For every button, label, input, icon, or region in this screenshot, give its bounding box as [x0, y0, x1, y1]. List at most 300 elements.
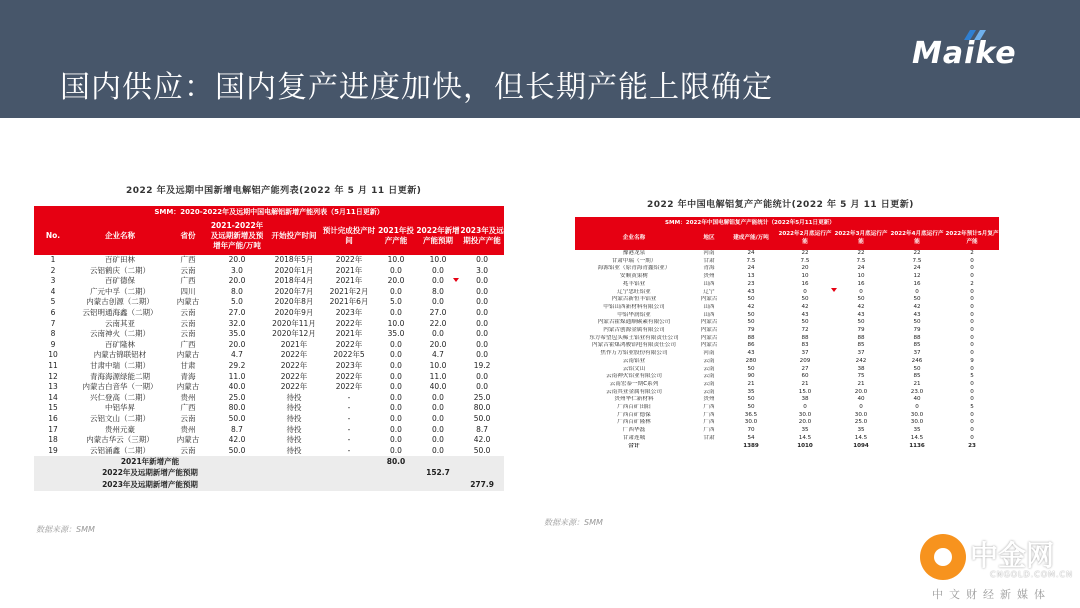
- table-row: [34, 446, 504, 457]
- table-cell: 0.0: [390, 392, 402, 402]
- table-cell: 2: [970, 280, 974, 287]
- table-cell: 0.0: [476, 307, 489, 317]
- table-row: [575, 396, 999, 404]
- table-cell: 辽宁忠旺铝业: [617, 288, 651, 295]
- table-cell: 0: [970, 273, 974, 280]
- table-cell: 2022年: [335, 382, 363, 392]
- table-cell: 0.0: [390, 339, 402, 349]
- table-cell: 29.2: [228, 360, 246, 370]
- total-cell: 合计: [628, 442, 640, 449]
- table-cell: 待投: [286, 392, 302, 402]
- table-cell: 海源铝业（原青海青鑫铝业）: [597, 265, 671, 272]
- table1-footer-row: [34, 479, 504, 491]
- table-cell: 0.0: [432, 392, 444, 402]
- table-cell: 待投: [286, 435, 302, 445]
- table-cell: 广西: [703, 411, 715, 418]
- table-cell: 12: [913, 273, 921, 280]
- table-cell: 甘肃连城: [622, 434, 646, 441]
- table-cell: 10: [857, 273, 865, 280]
- table-cell: 内蒙古: [700, 342, 718, 349]
- table-cell: 3: [50, 276, 56, 286]
- table-cell: 0: [803, 404, 807, 411]
- restart-capacity-table: [575, 217, 999, 450]
- table1-footer-row: [34, 456, 504, 468]
- table-cell: 20.0: [854, 388, 868, 395]
- table-cell: 50: [913, 296, 921, 303]
- table-cell: 内蒙古: [176, 350, 200, 360]
- table2-source: 数据来源：SMM: [544, 518, 603, 527]
- table-row: [34, 266, 504, 277]
- table2-caption: SMM：2022年中国电解铝复产产能统计（2022年5月11日更新）: [575, 217, 999, 226]
- table-cell: [322, 479, 376, 491]
- maike-logo: Maike: [912, 36, 1017, 71]
- table-cell: 云南: [703, 357, 715, 364]
- table-cell: 0: [970, 396, 974, 403]
- watermark-url: CNGOLD.COM.CN: [990, 570, 1074, 579]
- table-cell: 22: [801, 250, 809, 256]
- table-cell: 0: [970, 411, 974, 418]
- table-cell: 广西: [180, 403, 196, 413]
- table-row: [575, 427, 999, 435]
- table-cell: 10: [48, 350, 58, 360]
- table-cell: -: [347, 403, 351, 413]
- table-cell: 246: [911, 357, 923, 364]
- table-cell: 广西: [703, 427, 715, 434]
- table-cell: 11.0: [429, 371, 447, 381]
- table-cell: 42: [857, 303, 865, 310]
- table-cell: 内蒙古: [176, 382, 200, 392]
- table-cell: 20.0: [228, 339, 246, 349]
- table-cell: [460, 468, 504, 480]
- table-row: [575, 435, 999, 443]
- table-row: [34, 319, 504, 330]
- footer-label: 2023年及远期新增产能预期: [34, 479, 266, 491]
- table-cell: 2022年: [335, 371, 363, 381]
- table-cell: 中铝山西新材料有限公司: [603, 303, 665, 310]
- red-marker: [831, 288, 837, 292]
- table2-title: 2022 年中国电解铝复产产能统计(2022 年 5 月 11 日更新): [647, 200, 914, 210]
- table-cell: 内蒙古创源（二期）: [86, 297, 154, 307]
- table-cell: 0.0: [432, 435, 444, 445]
- table-cell: 贵州元豪: [105, 424, 135, 434]
- table-cell: 16: [913, 280, 921, 287]
- table-cell: 25.0: [854, 419, 868, 426]
- table-cell: [460, 456, 504, 468]
- table-row: [34, 329, 504, 340]
- table-cell: 贵州华仁新材料: [614, 396, 654, 403]
- table1-header-cell: 2023年及远期投产产能: [460, 217, 504, 255]
- table-row: [575, 366, 999, 374]
- table-cell: 7: [50, 318, 56, 328]
- table-cell: 云南: [180, 413, 196, 423]
- table-cell: 2020年1月: [274, 265, 314, 275]
- table-row: [575, 358, 999, 366]
- table-cell: 24: [747, 265, 755, 272]
- table-cell: 19: [48, 445, 58, 455]
- table-cell: 40: [857, 396, 865, 403]
- table-cell: 242: [855, 357, 867, 364]
- table-cell: 云南其亚金属有限公司: [606, 388, 662, 395]
- table-cell: [266, 479, 322, 491]
- table-cell: 2022年: [280, 360, 308, 370]
- table-cell: 20.0: [228, 276, 246, 286]
- table-cell: 2021年: [335, 265, 363, 275]
- table-cell: 广西: [180, 339, 196, 349]
- table-cell: -: [347, 435, 351, 445]
- table-cell: 13: [747, 273, 755, 280]
- table-cell: 云南其亚: [105, 318, 135, 328]
- table-row: [34, 287, 504, 298]
- table-cell: 0.0: [476, 371, 489, 381]
- table-cell: 2022年: [335, 318, 363, 328]
- table-cell: 20.0: [798, 419, 812, 426]
- table-cell: 0: [970, 296, 974, 303]
- footer-value: 80.0: [376, 456, 416, 468]
- watermark-name: 中金网: [970, 539, 1055, 572]
- table-cell: 东方希望包头稀土铝业有限责任公司: [589, 334, 679, 341]
- table-cell: 27: [801, 365, 809, 372]
- table-cell: 中铝华润铝业: [617, 311, 651, 318]
- table-cell: 云铝文山（二期）: [90, 413, 150, 423]
- table-cell: 2: [970, 250, 974, 256]
- table-cell: 85: [913, 373, 921, 380]
- table-cell: 88: [747, 334, 755, 341]
- total-cell: 23: [968, 442, 976, 449]
- table-cell: 50: [801, 319, 809, 326]
- table-cell: 43: [913, 311, 921, 318]
- table-cell: 15.0: [798, 388, 812, 395]
- table-cell: 20.0: [228, 255, 246, 264]
- table-cell: 云南铝业: [622, 357, 646, 364]
- table-cell: 贵州: [180, 392, 196, 402]
- table-cell: 0: [970, 265, 974, 272]
- table-cell: 42.0: [473, 435, 491, 445]
- table-cell: 35: [747, 388, 755, 395]
- table1-header-cell: 省份: [168, 217, 208, 255]
- table-cell: 21: [801, 380, 809, 387]
- table-cell: 青海海源绿能二期: [90, 371, 150, 381]
- table2-header-cell: 2022年3月底运行产能: [833, 226, 889, 250]
- table-cell: [416, 479, 460, 491]
- table-cell: 0: [970, 427, 974, 434]
- table-cell: 2018年4月: [274, 276, 314, 286]
- table-cell: 2020年12月: [272, 329, 316, 339]
- table-cell: 5: [50, 297, 56, 307]
- table-cell: 0.0: [432, 276, 444, 286]
- watermark-subtitle: 中文财经新媒体: [932, 588, 1051, 601]
- table-cell: 青海: [180, 371, 196, 381]
- table-cell: 贵州: [703, 396, 715, 403]
- table-cell: 50.0: [228, 445, 246, 455]
- table-cell: 甘肃: [180, 360, 196, 370]
- table-row: [34, 297, 504, 308]
- table-cell: 0.0: [476, 255, 489, 264]
- table-cell: 0: [970, 350, 974, 357]
- table-cell: 内蒙古: [700, 319, 718, 326]
- table-cell: 79: [913, 327, 921, 334]
- table-cell: 甘肃: [703, 434, 715, 441]
- table-cell: 37: [857, 350, 865, 357]
- table-cell: 50: [913, 319, 921, 326]
- table-cell: 待投: [286, 403, 302, 413]
- table-cell: 43: [857, 311, 865, 318]
- table1-source: 数据来源：SMM: [36, 525, 95, 534]
- table-cell: 0.0: [390, 265, 402, 275]
- table-cell: 35.0: [228, 329, 246, 339]
- table-cell: [322, 468, 376, 480]
- table-cell: 88: [801, 334, 809, 341]
- table-cell: 河南: [703, 250, 715, 256]
- table-cell: 16: [48, 413, 58, 423]
- table-row: [575, 250, 999, 258]
- table-cell: 7.5: [856, 257, 866, 264]
- table-cell: 0.0: [390, 403, 402, 413]
- table-cell: 38: [857, 365, 865, 372]
- table-cell: 广西百矿隆林: [617, 419, 651, 426]
- table-cell: 0: [915, 288, 919, 295]
- table-row: [575, 327, 999, 335]
- table-cell: 0.0: [390, 413, 402, 423]
- table-cell: 0: [970, 257, 974, 264]
- table-cell: 42: [801, 303, 809, 310]
- table-cell: 0.0: [432, 329, 444, 339]
- table-row: [34, 372, 504, 383]
- table-cell: 37: [801, 350, 809, 357]
- table-cell: 86: [747, 342, 755, 349]
- table-cell: 0.0: [432, 445, 444, 455]
- table-cell: 0.0: [476, 382, 489, 392]
- table-cell: 54: [747, 434, 755, 441]
- table-cell: 50: [747, 319, 755, 326]
- table-cell: 22.0: [429, 318, 447, 328]
- table-cell: 0.0: [476, 297, 489, 307]
- table-cell: 2021年: [335, 329, 363, 339]
- table-cell: 兴仁登高（二期）: [90, 392, 150, 402]
- table-cell: 209: [799, 357, 811, 364]
- table-cell: 广西: [180, 276, 196, 286]
- table-cell: 云南: [180, 329, 196, 339]
- table-cell: 40: [913, 396, 921, 403]
- table-cell: 3.0: [231, 265, 243, 275]
- table-cell: 36.5: [744, 411, 758, 418]
- table-cell: 79: [857, 327, 865, 334]
- table-cell: 24: [857, 265, 865, 272]
- total-cell: [693, 443, 725, 451]
- table2-header-cell: 地区: [693, 226, 725, 250]
- table-cell: 23: [747, 280, 755, 287]
- table-cell: 20.0: [387, 276, 405, 286]
- table2-header-cell: 企业名称: [575, 226, 693, 250]
- table-cell: 7.5: [912, 257, 922, 264]
- table1-header-cell: 2021年投产产能: [376, 217, 416, 255]
- table-cell: 9: [50, 339, 56, 349]
- table-cell: 内蒙古白音华（一期）: [82, 382, 158, 392]
- table-cell: 山西: [703, 280, 715, 287]
- table-cell: 0.0: [390, 360, 402, 370]
- table-cell: 24: [747, 250, 755, 256]
- table-cell: 11: [48, 360, 58, 370]
- table-cell: 0: [970, 365, 974, 372]
- table-cell: 5: [970, 404, 974, 411]
- table-cell: 豫港龙泉: [622, 250, 646, 256]
- table-cell: 0.0: [476, 318, 489, 328]
- table-cell: 4: [50, 286, 56, 296]
- table-cell: 20.0: [429, 339, 447, 349]
- table-cell: 22: [857, 250, 865, 256]
- table2-header-cell: 2022年4月底运行产能: [889, 226, 945, 250]
- table-cell: 2020年8月: [274, 297, 314, 307]
- table-cell: 内蒙古创源金属有限公司: [603, 327, 665, 334]
- table-cell: 30.0: [744, 419, 758, 426]
- table-row: [575, 404, 999, 412]
- table-cell: 青海: [703, 265, 715, 272]
- table-row: [34, 308, 504, 319]
- table-cell: 0: [859, 404, 863, 411]
- table-cell: 广西百矿德保: [617, 411, 651, 418]
- table-cell: 安顺黄果树: [620, 273, 648, 280]
- new-capacity-table: [34, 206, 504, 491]
- table-cell: 云南: [180, 445, 196, 455]
- table-cell: 2023年: [335, 307, 363, 317]
- table-row: [34, 382, 504, 393]
- table-cell: 0.0: [390, 307, 402, 317]
- table-row: [575, 289, 999, 297]
- table-cell: 贵州: [180, 424, 196, 434]
- table-cell: 内蒙古霍煤通顺碳素有限公司: [597, 319, 671, 326]
- table-cell: 280: [745, 357, 757, 364]
- table-cell: 内蒙古: [176, 297, 200, 307]
- table-cell: 12: [48, 371, 58, 381]
- table-cell: [266, 468, 322, 480]
- table-cell: 0.0: [476, 329, 489, 339]
- table-row: [34, 403, 504, 414]
- total-cell: 1094: [853, 442, 869, 449]
- table-cell: 云南神火（二期）: [90, 329, 150, 339]
- table-cell: 云铝明通海鑫（二期）: [82, 307, 158, 317]
- table-cell: 2022年: [280, 371, 308, 381]
- table-row: [34, 340, 504, 351]
- table-cell: 0.0: [390, 445, 402, 455]
- table-cell: 云南: [703, 365, 715, 372]
- table-cell: 2021年2月: [329, 286, 369, 296]
- table-cell: 2021年: [335, 276, 363, 286]
- table-cell: 2022年: [335, 255, 363, 264]
- table1-header-cell: No.: [34, 217, 72, 255]
- table-row: [34, 393, 504, 404]
- table-row: [575, 419, 999, 427]
- table-cell: 2021年6月: [329, 297, 369, 307]
- table-cell: 2018年5月: [274, 255, 314, 264]
- table1-caption: SMM：2020-2022年及远期中国电解铝新增产能列表（5月11日更新）: [34, 206, 504, 217]
- table-cell: 70: [747, 427, 755, 434]
- table-cell: 14.5: [910, 434, 924, 441]
- table-cell: 35: [913, 427, 921, 434]
- table-cell: 50: [747, 311, 755, 318]
- table-cell: 85: [913, 342, 921, 349]
- table-cell: 内蒙古: [700, 334, 718, 341]
- table-cell: 83: [801, 342, 809, 349]
- table-row: [34, 350, 504, 361]
- table-cell: 云南: [703, 380, 715, 387]
- table-cell: 75: [857, 373, 865, 380]
- table-cell: 0.0: [432, 424, 444, 434]
- table-cell: 16: [801, 280, 809, 287]
- table-cell: 50: [747, 365, 755, 372]
- table-row: [34, 255, 504, 266]
- table-cell: -: [347, 392, 351, 402]
- red-marker: [453, 278, 459, 282]
- footer-value: 152.7: [416, 468, 460, 480]
- table-cell: 72: [801, 327, 809, 334]
- cngold-logo-inner: [934, 548, 952, 566]
- table-cell: 35: [801, 427, 809, 434]
- table-cell: 3.0: [476, 265, 489, 275]
- table-cell: 0.0: [390, 350, 402, 360]
- table-row: [575, 296, 999, 304]
- table-cell: 0: [970, 327, 974, 334]
- table-cell: 2: [50, 265, 56, 275]
- table-cell: 云南: [180, 307, 196, 317]
- table-cell: -: [347, 424, 351, 434]
- table-cell: 甘肃: [703, 257, 715, 264]
- table2-header-cell: 2022年2月底运行产能: [777, 226, 833, 250]
- table-cell: -: [347, 445, 351, 455]
- table-cell: 8: [50, 329, 56, 339]
- table-cell: 0: [970, 342, 974, 349]
- table-cell: 8.7: [231, 424, 243, 434]
- table-row: [575, 389, 999, 397]
- table-cell: 25.0: [228, 392, 246, 402]
- table-cell: 云南: [180, 318, 196, 328]
- table-cell: 21: [857, 380, 865, 387]
- table-cell: 23.0: [910, 388, 924, 395]
- table-cell: 0.0: [476, 276, 489, 286]
- table-cell: 待投: [286, 445, 302, 455]
- table-cell: 百矿隆林: [105, 339, 135, 349]
- table-cell: 0.0: [432, 413, 444, 423]
- table-cell: 内蒙古锦联铝材: [93, 350, 147, 360]
- table-cell: 79: [747, 327, 755, 334]
- table-cell: 4.7: [432, 350, 444, 360]
- table-cell: 6: [50, 307, 56, 317]
- table-cell: 43: [747, 350, 755, 357]
- table-cell: 9: [970, 357, 974, 364]
- table-cell: 甘肃中瑞（二期）: [90, 360, 150, 370]
- table-cell: 8.0: [231, 286, 243, 296]
- table1-header-cell: 2021-2022年及远期新增及预增年产能/万吨: [208, 217, 266, 255]
- table-cell: 0: [859, 288, 863, 295]
- table-row: [575, 258, 999, 266]
- table-cell: 0: [970, 419, 974, 426]
- table-cell: 0: [970, 388, 974, 395]
- footer-label: 2021年新增产能: [34, 456, 266, 468]
- table-cell: 43: [801, 311, 809, 318]
- table-cell: 30.0: [910, 411, 924, 418]
- table-cell: 30.0: [910, 419, 924, 426]
- footer-value: 277.9: [460, 479, 504, 491]
- table-cell: 百矿德保: [105, 276, 135, 286]
- table-cell: 10.0: [429, 360, 447, 370]
- table-cell: 2021年: [280, 339, 308, 349]
- table-cell: 38: [801, 396, 809, 403]
- table-row: [575, 381, 999, 389]
- table-cell: 辽宁: [703, 288, 715, 295]
- table-cell: 0.0: [390, 435, 402, 445]
- table-cell: 10.0: [429, 255, 447, 264]
- table-cell: 广西华磊: [622, 427, 646, 434]
- table-cell: 13: [48, 382, 58, 392]
- table-cell: 50.0: [228, 413, 246, 423]
